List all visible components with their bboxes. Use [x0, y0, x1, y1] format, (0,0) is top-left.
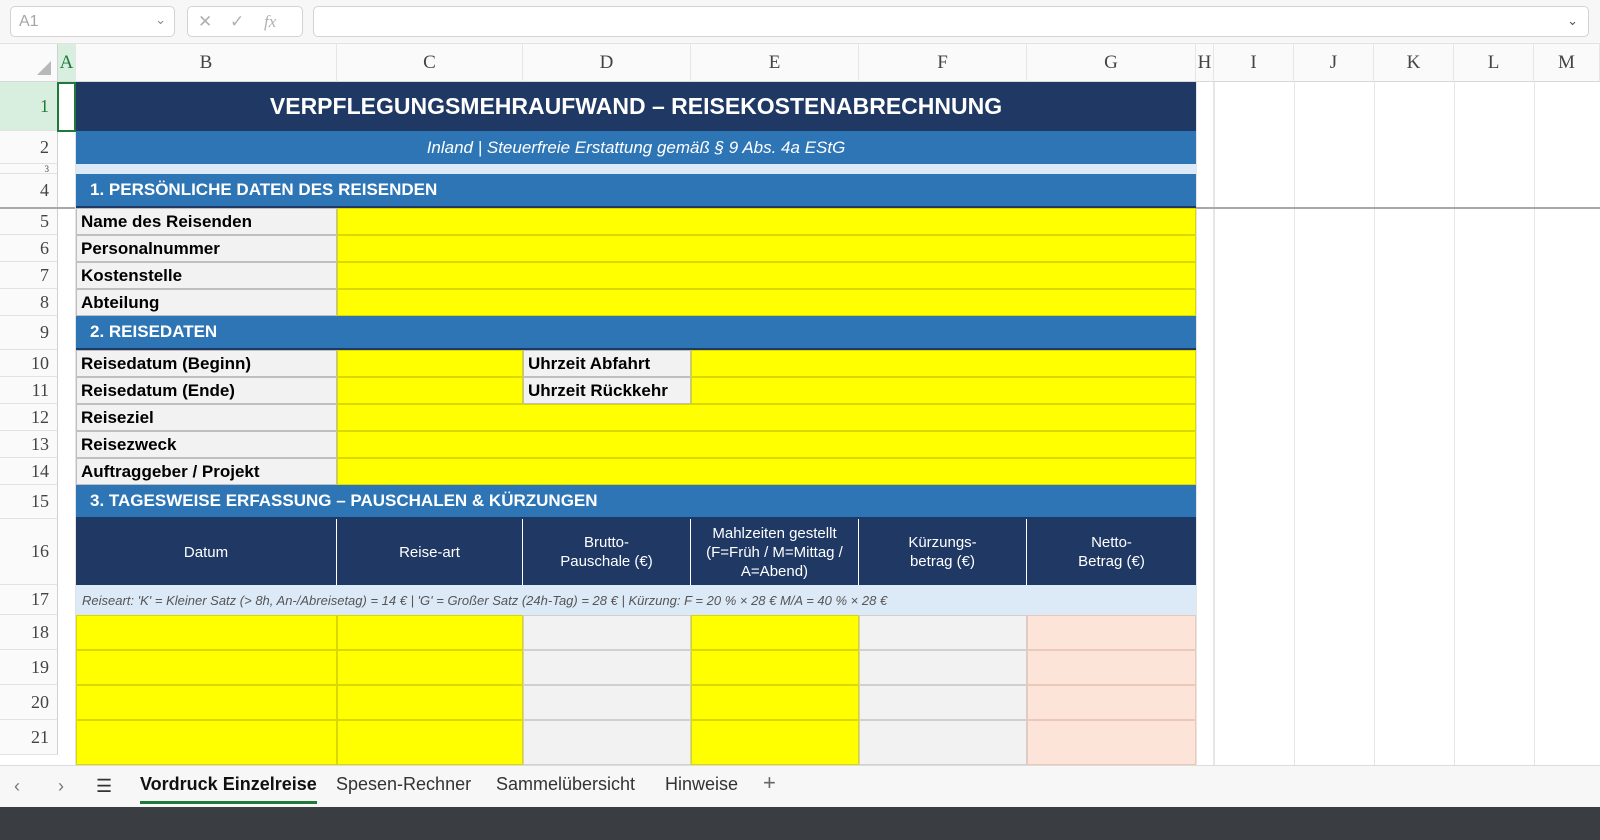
input-type-row[interactable]: [337, 685, 523, 720]
name-box[interactable]: [10, 6, 175, 37]
input-date-row[interactable]: [76, 720, 337, 765]
tab-hinweise[interactable]: Hinweise: [665, 774, 739, 794]
sheet-list-icon[interactable]: ☰: [96, 776, 113, 796]
cell-net-row[interactable]: [1027, 615, 1196, 650]
cell-net-row[interactable]: [1027, 685, 1196, 720]
table-header-travel-type[interactable]: Reise-art: [337, 519, 523, 585]
confirm-icon[interactable]: ✓: [230, 12, 245, 31]
select-all-corner[interactable]: [0, 44, 58, 82]
cell-reduction-row[interactable]: [859, 685, 1027, 720]
table-header-gross-allowance[interactable]: Brutto- Pauschale (€): [523, 519, 691, 585]
row-header[interactable]: 1: [0, 82, 58, 131]
row-header[interactable]: 7: [0, 262, 58, 289]
tab-sammeluebersicht[interactable]: Sammelübersicht: [496, 774, 636, 794]
empty-grid-area[interactable]: [1196, 82, 1600, 765]
formula-buttons: [187, 6, 303, 37]
table-header-meals-provided[interactable]: Mahlzeiten gestellt (F=Früh / M=Mittag / A=Abend): [691, 519, 859, 585]
input-date-row[interactable]: [76, 615, 337, 650]
section-header-travel[interactable]: 2. REISEDATEN: [76, 316, 1196, 350]
active-cell-a1[interactable]: [57, 82, 76, 132]
row-header[interactable]: 17: [0, 585, 58, 615]
column-header[interactable]: M: [1534, 44, 1600, 82]
formula-input[interactable]: [313, 6, 1589, 37]
input-traveler-name[interactable]: [337, 208, 1196, 235]
input-type-row[interactable]: [337, 615, 523, 650]
input-type-row[interactable]: [337, 650, 523, 685]
input-department[interactable]: [337, 289, 1196, 316]
row-header[interactable]: 14: [0, 458, 58, 485]
cell-reduction-row[interactable]: [859, 615, 1027, 650]
cell-reduction-row[interactable]: [859, 720, 1027, 765]
column-header[interactable]: D: [523, 44, 691, 82]
label-cost-center[interactable]: Kostenstelle: [76, 262, 337, 289]
rate-note[interactable]: Reiseart: 'K' = Kleiner Satz (> 8h, An-/Abreisetag) = 14 € | 'G' = Großer Satz (24h-Tag) = 28 € | Kürzung: F = 20 % × 28 € M/A = 40 % × 28 €: [76, 585, 1196, 615]
cell-gross-row[interactable]: [523, 720, 691, 765]
sheet-tabs-bar: [0, 765, 1600, 807]
column-header[interactable]: B: [76, 44, 337, 82]
row-header[interactable]: 16: [0, 519, 58, 585]
row-header[interactable]: 10: [0, 350, 58, 377]
cell-gross-row[interactable]: [523, 615, 691, 650]
input-client-project[interactable]: [337, 458, 1196, 485]
column-a-cells[interactable]: [58, 82, 76, 765]
sheet-subtitle[interactable]: Inland | Steuerfreie Erstattung gemäß § 9 Abs. 4a EStG: [76, 131, 1196, 164]
cell-gross-row[interactable]: [523, 685, 691, 720]
row-header[interactable]: 6: [0, 235, 58, 262]
input-type-row[interactable]: [337, 720, 523, 765]
section-header-personal[interactable]: 1. PERSÖNLICHE DATEN DES REISENDEN: [76, 174, 1196, 208]
label-purpose[interactable]: Reisezweck: [76, 431, 337, 458]
column-header[interactable]: C: [337, 44, 523, 82]
column-header[interactable]: L: [1454, 44, 1534, 82]
name-box-value: A1: [19, 13, 39, 30]
column-header[interactable]: K: [1374, 44, 1454, 82]
row-header[interactable]: 12: [0, 404, 58, 431]
label-departure-time[interactable]: Uhrzeit Abfahrt: [523, 350, 691, 377]
column-header[interactable]: J: [1294, 44, 1374, 82]
column-header[interactable]: I: [1214, 44, 1294, 82]
input-cost-center[interactable]: [337, 262, 1196, 289]
cell-net-row[interactable]: [1027, 720, 1196, 765]
row-header[interactable]: 20: [0, 685, 58, 720]
sheet-title[interactable]: VERPFLEGUNGSMEHRAUFWAND – REISEKOSTENABRECHNUNG: [76, 82, 1196, 131]
label-personnel-number[interactable]: Personalnummer: [76, 235, 337, 262]
column-header[interactable]: F: [859, 44, 1027, 82]
next-sheet-icon[interactable]: ›: [58, 776, 64, 796]
row-header[interactable]: 15: [0, 485, 58, 519]
cell-net-row[interactable]: [1027, 650, 1196, 685]
input-destination[interactable]: [337, 404, 1196, 431]
input-meals-row[interactable]: [691, 650, 859, 685]
row-header[interactable]: 18: [0, 615, 58, 650]
row-header[interactable]: 9: [0, 316, 58, 350]
row-header[interactable]: 4: [0, 174, 58, 208]
row-header[interactable]: 11: [0, 377, 58, 404]
row-header[interactable]: 2: [0, 131, 58, 164]
row-header[interactable]: 3: [0, 164, 58, 174]
label-department[interactable]: Abteilung: [76, 289, 337, 316]
column-header[interactable]: H: [1196, 44, 1214, 82]
label-destination[interactable]: Reiseziel: [76, 404, 337, 431]
taskbar: [0, 807, 1600, 840]
cancel-icon[interactable]: ✕: [198, 12, 213, 31]
label-travel-start[interactable]: Reisedatum (Beginn): [76, 350, 337, 377]
label-return-time[interactable]: Uhrzeit Rückkehr: [523, 377, 691, 404]
row-header[interactable]: 21: [0, 720, 58, 755]
chevron-down-icon[interactable]: ⌄: [155, 12, 166, 27]
input-personnel-number[interactable]: [337, 235, 1196, 262]
cell-gross-row[interactable]: [523, 650, 691, 685]
input-date-row[interactable]: [76, 650, 337, 685]
column-header[interactable]: E: [691, 44, 859, 82]
label-travel-end[interactable]: Reisedatum (Ende): [76, 377, 337, 404]
column-header[interactable]: G: [1027, 44, 1196, 82]
label-traveler-name[interactable]: Name des Reisenden: [76, 208, 337, 235]
spacer-row[interactable]: [76, 164, 1196, 174]
label-client-project[interactable]: Auftraggeber / Projekt: [76, 458, 337, 485]
tab-vordruck-einzelreise[interactable]: Vordruck Einzelreise: [140, 774, 317, 804]
add-sheet-icon[interactable]: +: [763, 770, 776, 795]
row-header[interactable]: 5: [0, 208, 58, 235]
select-all-icon: [37, 61, 51, 75]
row-header[interactable]: 13: [0, 431, 58, 458]
input-meals-row[interactable]: [691, 685, 859, 720]
row-header[interactable]: 8: [0, 289, 58, 316]
table-header-date[interactable]: Datum: [76, 519, 337, 585]
function-icon[interactable]: fx: [264, 12, 277, 31]
input-travel-end[interactable]: [337, 377, 523, 404]
input-meals-row[interactable]: [691, 615, 859, 650]
input-date-row[interactable]: [76, 685, 337, 720]
table-header-net-amount[interactable]: Netto- Betrag (€): [1027, 519, 1196, 585]
expand-chevron-icon[interactable]: ⌄: [1567, 13, 1578, 28]
row-header[interactable]: 19: [0, 650, 58, 685]
column-h-cells[interactable]: [1196, 82, 1214, 765]
input-purpose[interactable]: [337, 431, 1196, 458]
column-header[interactable]: A: [58, 44, 76, 82]
table-header-reduction[interactable]: Kürzungs- betrag (€): [859, 519, 1027, 585]
section-header-daily[interactable]: 3. TAGESWEISE ERFASSUNG – PAUSCHALEN & KÜRZUNGEN: [76, 485, 1196, 519]
cell-reduction-row[interactable]: [859, 650, 1027, 685]
prev-sheet-icon[interactable]: ‹: [14, 776, 20, 796]
input-departure-time[interactable]: [691, 350, 1196, 377]
input-meals-row[interactable]: [691, 720, 859, 765]
input-travel-start[interactable]: [337, 350, 523, 377]
tab-spesen-rechner[interactable]: Spesen-Rechner: [336, 774, 472, 794]
input-return-time[interactable]: [691, 377, 1196, 404]
